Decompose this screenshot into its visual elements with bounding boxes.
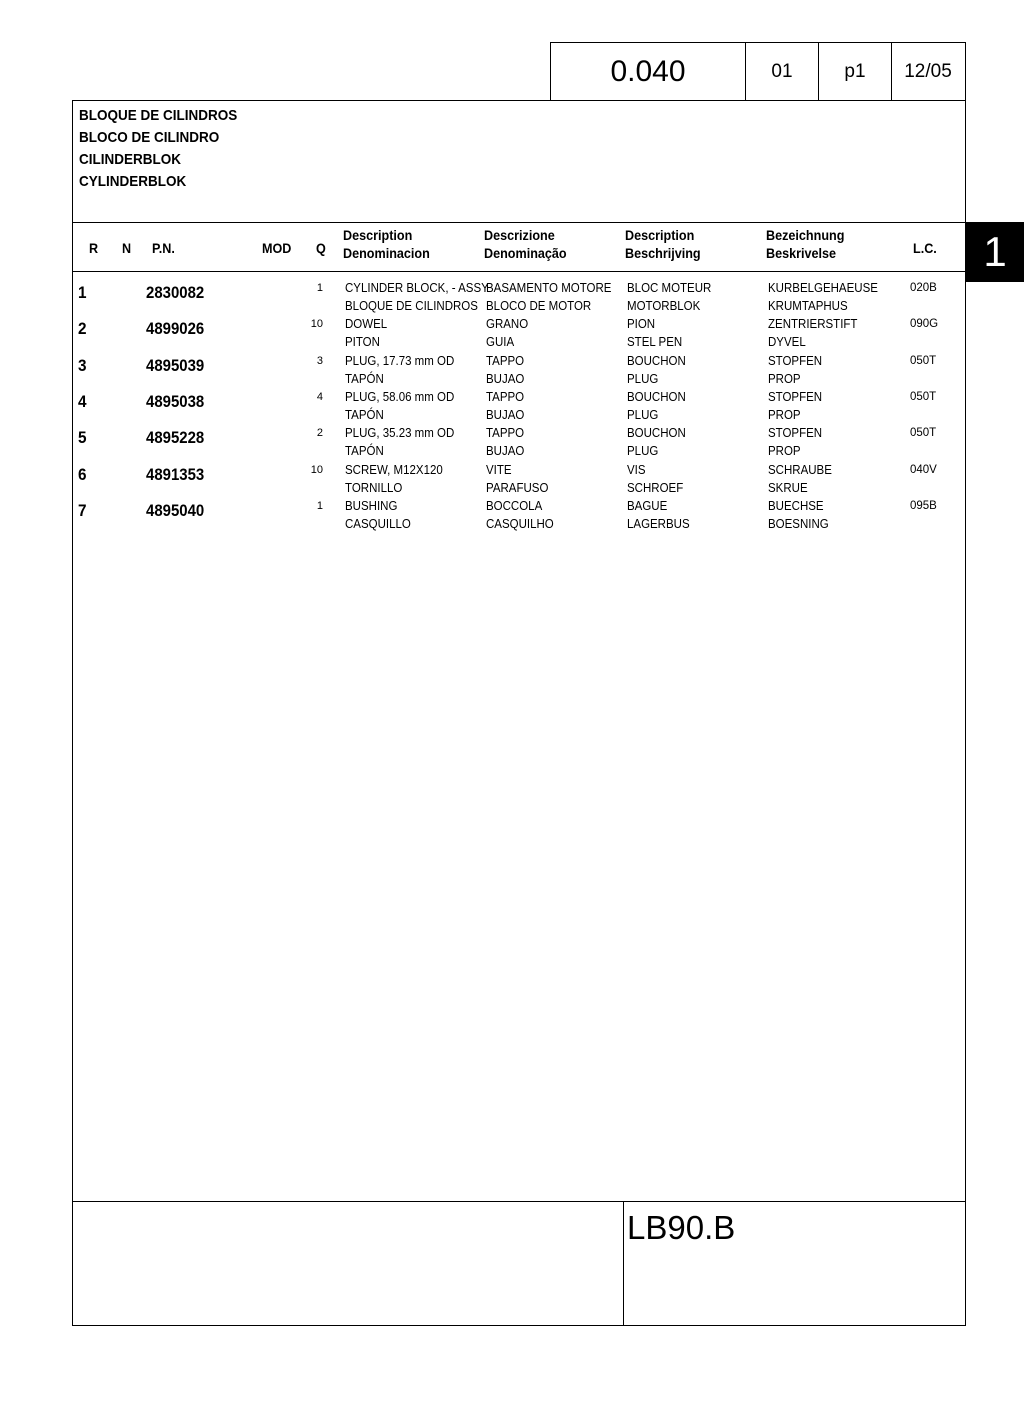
desc-de: BUECHSE — [768, 498, 824, 513]
desc-pt: BUJAO — [486, 407, 525, 422]
ref-number: 1 — [78, 283, 87, 302]
col-r: R — [89, 240, 99, 256]
col-desc-nl: Beschrijving — [625, 245, 701, 261]
desc-it: TAPPO — [486, 426, 525, 441]
divider-footer — [73, 1201, 965, 1202]
col-lc: L.C. — [913, 240, 937, 256]
desc-it: TAPPO — [486, 353, 525, 368]
desc-de: STOPFEN — [768, 426, 823, 441]
desc-es: CASQUILLO — [345, 516, 411, 531]
section-code-cell — [551, 43, 746, 100]
quantity: 1 — [316, 499, 323, 512]
desc-da: PROP — [768, 407, 801, 422]
col-pn: P.N. — [152, 240, 175, 256]
col-desc-es: Denominacion — [343, 245, 430, 261]
desc-da: DYVEL — [768, 335, 806, 350]
col-desc-fr: Description — [625, 227, 695, 243]
title-es: BLOQUE DE CILINDROS — [79, 107, 238, 124]
desc-en: PLUG, 35.23 mm OD — [345, 426, 455, 441]
desc-fr: BOUCHON — [627, 353, 686, 368]
desc-da: KRUMTAPHUS — [768, 299, 848, 313]
section-tab-label: 1 — [983, 228, 1007, 275]
desc-es: TAPÓN — [345, 371, 384, 386]
ref-number: 7 — [78, 500, 87, 520]
lc-code: 020B — [910, 282, 937, 294]
desc-es: TAPÓN — [345, 444, 384, 459]
desc-da: SKRUE — [768, 480, 808, 495]
desc-nl: SCHROEF — [627, 480, 684, 495]
col-desc-de: Bezeichnung — [766, 227, 845, 243]
desc-it: TAPPO — [486, 389, 525, 404]
section-tab — [966, 222, 1024, 282]
desc-fr: PION — [627, 317, 656, 332]
col-desc-pt: Denominação — [484, 245, 567, 261]
desc-nl: STEL PEN — [627, 335, 683, 350]
part-number: 4895228 — [146, 428, 205, 448]
table-row — [73, 493, 965, 529]
part-number: 4899026 — [146, 319, 205, 339]
ref-number: 6 — [78, 464, 87, 484]
desc-da: PROP — [768, 444, 801, 459]
col-n: N — [122, 240, 132, 256]
desc-de: KURBELGEHAEUSE — [768, 281, 878, 295]
col-desc-it: Descrizione — [484, 227, 555, 243]
desc-es: TAPÓN — [345, 407, 384, 422]
lc-code: 050T — [910, 427, 937, 440]
desc-da: PROP — [768, 371, 801, 386]
lc-code: 095B — [910, 499, 937, 512]
desc-fr: BOUCHON — [627, 389, 686, 404]
desc-it: BASAMENTO MOTORE — [486, 281, 612, 295]
col-desc-en: Description — [343, 227, 413, 243]
desc-pt: BUJAO — [486, 444, 525, 459]
quantity: 1 — [316, 282, 323, 294]
number-cell — [746, 43, 819, 100]
col-desc-da: Beskrivelse — [766, 245, 837, 261]
desc-en: DOWEL — [345, 317, 388, 332]
date-cell — [892, 43, 964, 100]
table-row — [73, 275, 965, 311]
desc-en: PLUG, 17.73 mm OD — [345, 353, 455, 368]
table-row — [73, 384, 965, 420]
desc-fr: BAGUE — [627, 498, 668, 513]
ref-number: 3 — [78, 355, 87, 375]
lc-code: 090G — [910, 318, 939, 331]
table-row — [73, 420, 965, 459]
quantity: 10 — [310, 463, 323, 476]
desc-en: BUSHING — [345, 498, 398, 513]
desc-nl: PLUG — [627, 371, 659, 386]
lc-code: 040V — [910, 463, 937, 476]
section-code: 0.040 — [610, 54, 686, 88]
desc-de: SCHRAUBE — [768, 462, 832, 477]
desc-en: PLUG, 58.06 mm OD — [345, 389, 455, 404]
desc-en: SCREW, M12X120 — [345, 462, 443, 477]
desc-pt: CASQUILHO — [486, 516, 554, 531]
desc-pt: BLOCO DE MOTOR — [486, 299, 592, 313]
col-q: Q — [316, 240, 326, 256]
desc-pt: BUJAO — [486, 371, 525, 386]
desc-nl: PLUG — [627, 407, 659, 422]
desc-es: BLOQUE DE CILINDROS — [345, 299, 478, 313]
part-number: 4895039 — [146, 355, 205, 375]
desc-it: BOCCOLA — [486, 498, 543, 513]
title-nl: CILINDERBLOK — [79, 151, 181, 168]
table-row — [73, 348, 965, 384]
ref-number: 2 — [78, 319, 87, 339]
part-number: 2830082 — [146, 283, 205, 302]
part-number: 4895038 — [146, 391, 205, 411]
col-mod: MOD — [262, 240, 292, 256]
desc-fr: BLOC MOTEUR — [627, 281, 712, 295]
desc-pt: PARAFUSO — [486, 480, 549, 495]
quantity: 2 — [316, 427, 323, 440]
section-number: 01 — [771, 60, 793, 82]
title-pt: BLOCO DE CILINDRO — [79, 129, 220, 146]
desc-it: GRANO — [486, 317, 529, 332]
divider-header — [73, 271, 965, 272]
divider-title — [73, 222, 965, 223]
desc-en: CYLINDER BLOCK, - ASSY — [345, 281, 489, 295]
table-row — [73, 457, 965, 493]
page-number: p1 — [844, 60, 866, 82]
parts-list-frame — [72, 100, 966, 1326]
quantity: 10 — [310, 318, 323, 331]
ref-number: 5 — [78, 428, 87, 448]
desc-de: STOPFEN — [768, 389, 823, 404]
part-number: 4891353 — [146, 464, 205, 484]
ref-number: 4 — [78, 391, 87, 411]
title-da: CYLINDERBLOK — [79, 173, 187, 190]
quantity: 4 — [316, 390, 323, 403]
part-number: 4895040 — [146, 500, 205, 520]
page-header-box — [550, 42, 966, 101]
revision-date: 12/05 — [904, 60, 952, 82]
desc-fr: VIS — [627, 462, 646, 477]
desc-de: ZENTRIERSTIFT — [768, 317, 858, 332]
desc-de: STOPFEN — [768, 353, 823, 368]
lc-code: 050T — [910, 354, 937, 367]
desc-nl: MOTORBLOK — [627, 299, 701, 313]
footer-divider-vertical — [623, 1201, 624, 1325]
desc-fr: BOUCHON — [627, 426, 686, 441]
desc-pt: GUIA — [486, 335, 515, 350]
desc-es: PITON — [345, 335, 380, 350]
desc-nl: PLUG — [627, 444, 659, 459]
desc-nl: LAGERBUS — [627, 516, 690, 531]
table-row — [73, 311, 965, 350]
page-cell — [819, 43, 892, 100]
quantity: 3 — [316, 354, 323, 367]
model-code: LB90.B — [627, 1209, 736, 1246]
desc-da: BOESNING — [768, 516, 829, 531]
desc-it: VITE — [486, 462, 512, 477]
lc-code: 050T — [910, 390, 937, 403]
desc-es: TORNILLO — [345, 480, 403, 495]
